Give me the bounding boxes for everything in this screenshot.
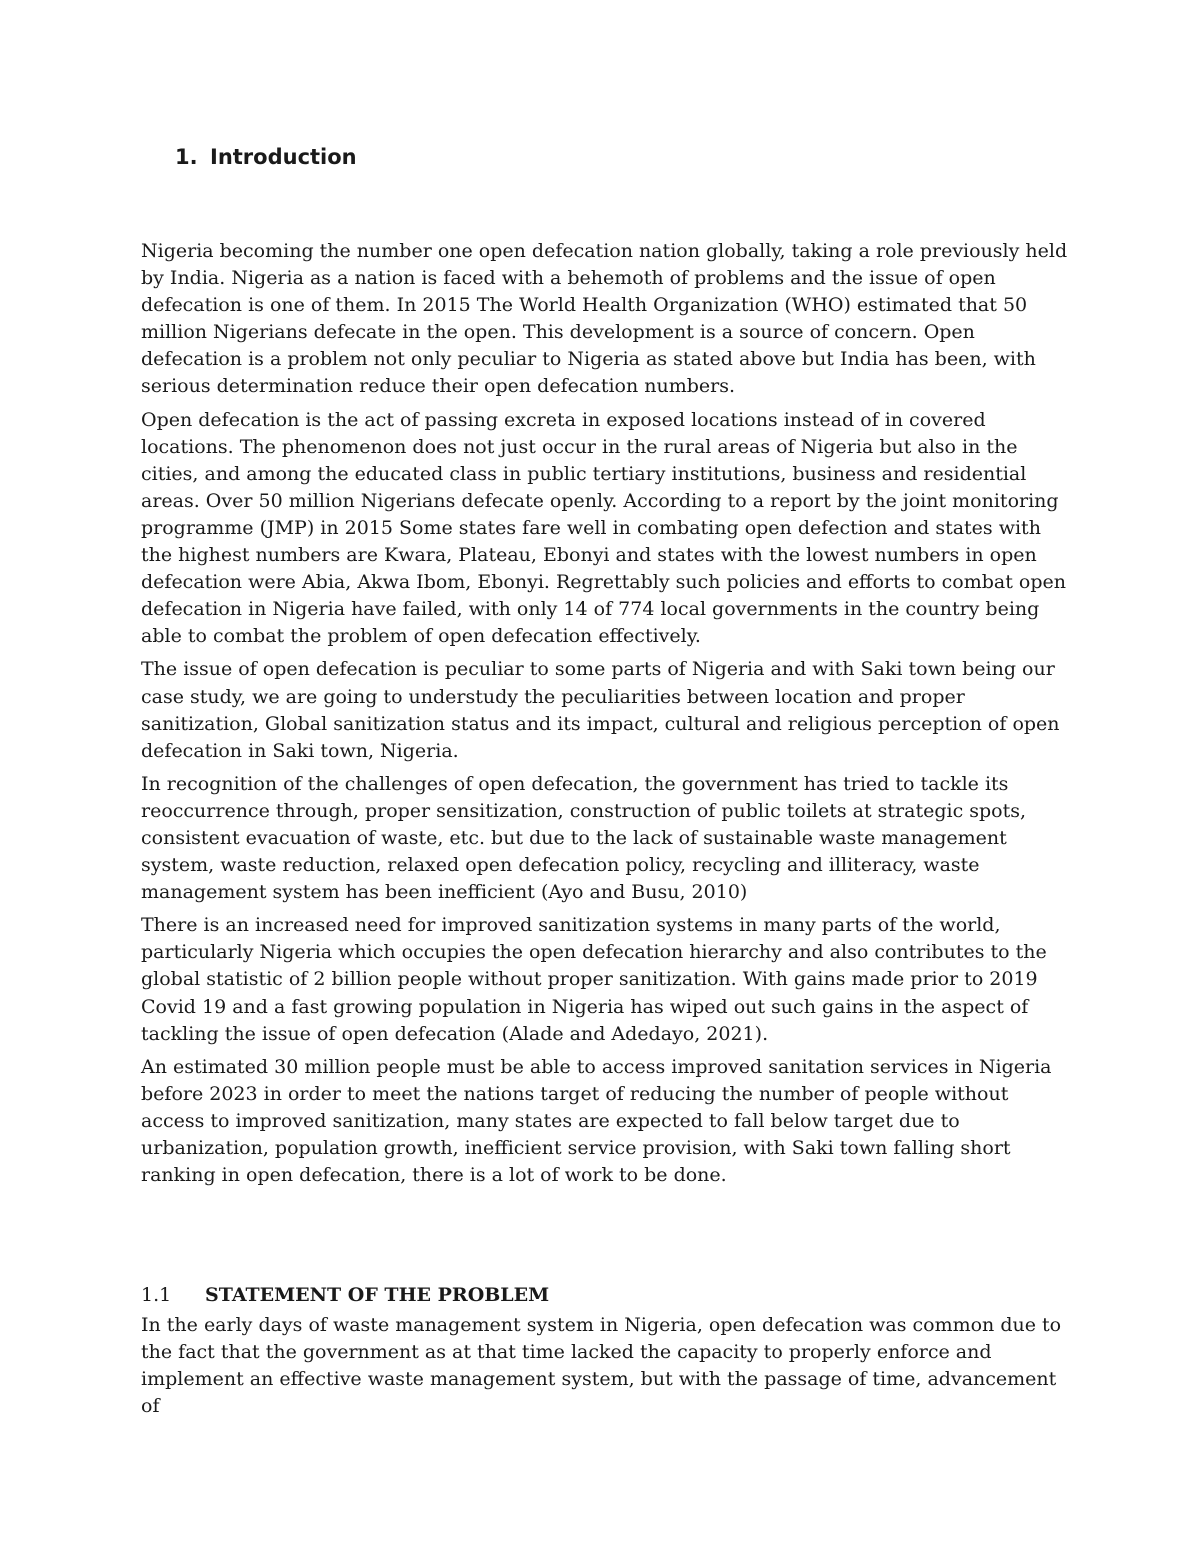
- section-title: Introduction: [210, 145, 357, 169]
- paragraph: In the early days of waste management system in Nigeria, open defecation was common due to the fact that the government as at that time lacked the capacity to properly enforce and implement an effective waste management system, but with the passage of time, advancement of: [141, 1314, 1062, 1418]
- section-heading: [175, 145, 357, 169]
- paragraph: An estimated 30 million people must be able to access improved sanitation services in Nigeria before 2023 in order to meet the nations target of reducing the number of people without access to improved sanitization, many states are expected to fall below target due to urbanization, population growth, inefficient service provision, with Saki town falling short ranking in open defecation, there is a lot of work to be done.: [141, 1055, 1052, 1187]
- section-number: 1.: [175, 145, 198, 169]
- problem-statement-section: [141, 1282, 1076, 1420]
- paragraph: The issue of open defecation is peculiar to some parts of Nigeria and with Saki town being our case study, we are going to understudy the peculiarities between location and proper sanitization, Global sanitization status and its impact, cultural and religious perception of open defecation in Saki town, Nigeria.: [141, 658, 1060, 762]
- paragraph: Open defecation is the act of passing excreta in exposed locations instead of in covered locations. The phenomenon does not just occur in the rural areas of Nigeria but also in the cities, and among the educated class in public tertiary institutions, business and residential areas. Over 50 million Nigerians defecate openly. According to a report by the joint monitoring programme (JMP) in 2015 Some states fare well in combating open defection and states with the highest numbers are Kwara, Plateau, Ebonyi and states with the lowest numbers in open defecation were Abia, Akwa Ibom, Ebonyi. Regrettably such policies and efforts to combat open defecation in Nigeria have failed, with only 14 of 774 local governments in the country being able to combat the problem of open defecation effectively.: [141, 408, 1066, 648]
- introduction-body: [141, 238, 1076, 1195]
- paragraph: There is an increased need for improved sanitization systems in many parts of the world, particularly Nigeria which occupies the open defecation hierarchy and also contributes to the global statistic of 2 billion people without proper sanitization. With gains made prior to 2019 Covid 19 and a fast growing population in Nigeria has wiped out such gains in the aspect of tackling the issue of open defecation (Alade and Adedayo, 2021).: [141, 914, 1047, 1045]
- paragraph: Nigeria becoming the number one open defecation nation globally, taking a role previously held by India. Nigeria as a nation is faced with a behemoth of problems and the issue of open defecation is one of them. In 2015 The World Health Organization (WHO) estimated that 50 million Nigerians defecate in the open. This development is a source of concern. Open defecation is a problem not only peculiar to Nigeria as stated above but India has been, with serious determination reduce their open defecation numbers.: [141, 240, 1068, 398]
- subsection-number: 1.1: [141, 1284, 172, 1306]
- paragraph: In recognition of the challenges of open defecation, the government has tried to tackle its reoccurrence through, proper sensitization, construction of public toilets at strategic spots, consistent evacuation of waste, etc. but due to the lack of sustainable waste management system, waste reduction, relaxed open defecation policy, recycling and illiteracy, waste management system has been inefficient (Ayo and Busu, 2010): [141, 772, 1027, 904]
- subsection-title: STATEMENT OF THE PROBLEM: [205, 1284, 550, 1306]
- subsection-heading: [141, 1282, 1076, 1309]
